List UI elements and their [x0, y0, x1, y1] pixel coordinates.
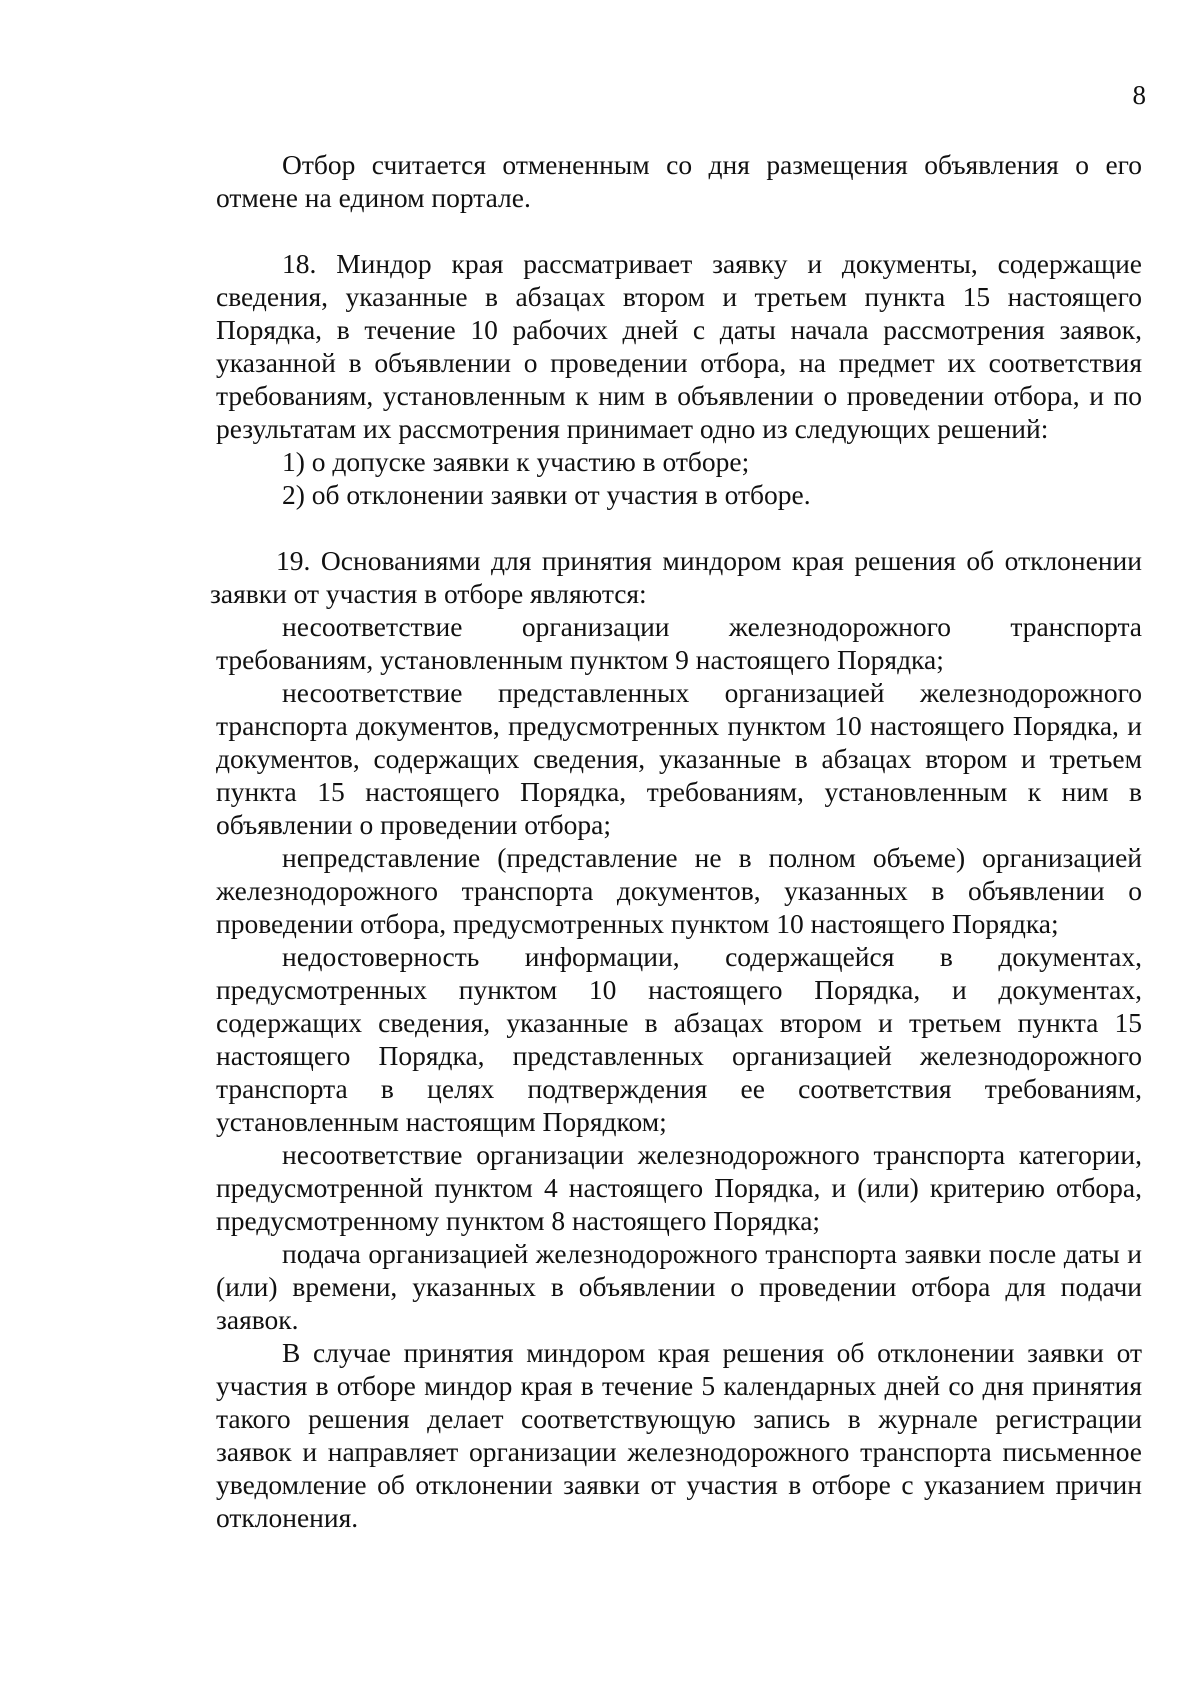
paragraph: несоответствие организации железнодорожного транспорта категории, предусмотренной пунктом 4 настоящего Порядка, и (или) критерию отбора, предусмотренному пунктом 8 настоящего Порядка;: [216, 1139, 1142, 1236]
paragraph-gap: [216, 511, 1142, 544]
paragraph: несоответствие представленных организацией железнодорожного транспорта документов, предусмотренных пунктом 10 настоящего Порядка, и документов, содержащих сведения, указанные в абзацах втором и третьем пункта 15 настоящего Порядка, требованиям, установленным к ним в объявлении о проведении отбора;: [216, 677, 1142, 840]
paragraph: 18. Миндор края рассматривает заявку и документы, содержащие сведения, указанные в абзацах втором и третьем пункта 15 настоящего Порядка, в течение 10 рабочих дней с даты начала рассмотрения заявок, указанной в объявлении о проведении отбора, на предмет их соответствия требованиям, установленным к ним в объявлении о проведении отбора, и по результатам их рассмотрения принимает одно из следующих решений:: [216, 248, 1142, 444]
paragraph: непредставление (представление не в полном объеме) организацией железнодорожного транспорта документов, указанных в объявлении о проведении отбора, предусмотренных пунктом 10 настоящего Порядка;: [216, 842, 1142, 939]
paragraph: Отбор считается отмененным со дня размещения объявления о его отмене на едином портале.: [216, 149, 1142, 213]
paragraph: 2) об отклонении заявки от участия в отборе.: [282, 479, 811, 510]
paragraph-gap: [216, 214, 1142, 247]
document-body: [210, 148, 1142, 1534]
paragraph: недостоверность информации, содержащейся в документах, предусмотренных пунктом 10 настоящего Порядка, и документах, содержащих сведения, указанные в абзацах втором и третьем пункта 15 настоящего Порядка, представленных организацией железнодорожного транспорта в целях подтверждения ее соответствия требованиям, установленным настоящим Порядком;: [216, 941, 1142, 1137]
paragraph: подача организацией железнодорожного транспорта заявки после даты и (или) времени, указанных в объявлении о проведении отбора для подачи заявок.: [216, 1238, 1142, 1335]
paragraph: несоответствие организации железнодорожного транспорта требованиям, установленным пунктом 9 настоящего Порядка;: [216, 611, 1142, 675]
page-number: 8: [1132, 80, 1146, 110]
paragraph: 19. Основаниями для принятия миндором края решения об отклонении заявки от участия в отборе являются:: [210, 545, 1142, 609]
paragraph: 1) о допуске заявки к участию в отборе;: [282, 446, 750, 477]
paragraph: В случае принятия миндором края решения об отклонении заявки от участия в отборе миндор края в течение 5 календарных дней со дня принятия такого решения делает соответствующую запись в журнале регистрации заявок и направляет организации железнодорожного транспорта письменное уведомление об отклонении заявки от участия в отборе с указанием причин отклонения.: [216, 1337, 1142, 1533]
